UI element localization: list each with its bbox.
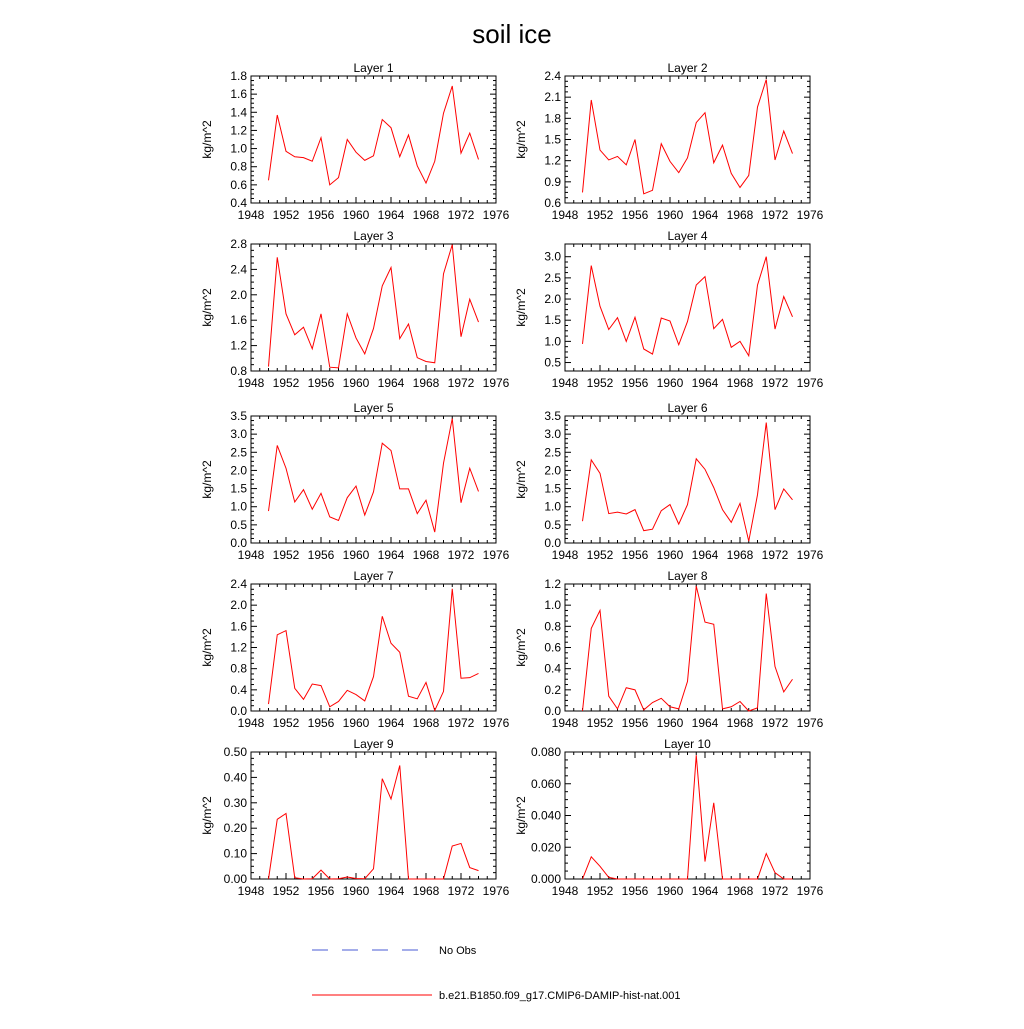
x-tick-label: 1968 xyxy=(726,208,754,222)
x-tick-label: 1972 xyxy=(761,884,789,898)
y-tick-label: 3.0 xyxy=(544,249,561,264)
y-tick-label: 1.8 xyxy=(230,69,247,83)
x-tick-label: 1952 xyxy=(272,548,300,562)
x-tick-label: 1968 xyxy=(412,548,440,562)
x-tick-label: 1964 xyxy=(377,548,405,562)
y-tick-label: 2.4 xyxy=(544,69,561,83)
y-tick-label: 2.1 xyxy=(544,90,561,105)
x-tick-label: 1948 xyxy=(551,884,579,898)
y-tick-label: 1.6 xyxy=(230,313,247,328)
x-tick-label: 1976 xyxy=(482,548,510,562)
chart-panel-layer-5 xyxy=(200,401,510,562)
x-tick-label: 1956 xyxy=(621,548,649,562)
x-tick-label: 1972 xyxy=(761,716,789,730)
y-tick-label: 3.0 xyxy=(230,427,247,442)
x-tick-label: 1948 xyxy=(237,376,265,390)
figure-title: soil ice xyxy=(472,19,552,49)
x-tick-label: 1948 xyxy=(551,548,579,562)
y-axis-label: kg/m^2 xyxy=(200,796,214,835)
x-tick-label: 1972 xyxy=(447,208,475,222)
x-tick-label: 1956 xyxy=(621,716,649,730)
y-tick-label: 0.020 xyxy=(530,840,561,855)
x-tick-label: 1968 xyxy=(412,376,440,390)
y-axis-label: kg/m^2 xyxy=(514,460,528,499)
plot-frame xyxy=(565,244,810,371)
y-axis-label: kg/m^2 xyxy=(200,120,214,159)
y-tick-label: 1.5 xyxy=(230,481,247,496)
y-tick-label: 0.5 xyxy=(544,355,561,370)
x-tick-label: 1972 xyxy=(447,548,475,562)
x-tick-label: 1960 xyxy=(342,548,370,562)
y-tick-label: 0.4 xyxy=(230,682,247,697)
y-tick-label: 0.2 xyxy=(544,682,561,697)
y-tick-label: 0.0 xyxy=(544,704,561,718)
y-tick-label: 1.5 xyxy=(544,481,561,496)
legend-label-model: b.e21.B1850.f09_g17.CMIP6-DAMIP-hist-nat.001 xyxy=(439,990,681,1002)
x-tick-label: 1960 xyxy=(656,376,684,390)
y-tick-label: 1.2 xyxy=(230,123,247,138)
y-tick-label: 1.5 xyxy=(544,132,561,147)
series-line xyxy=(583,257,793,356)
x-tick-label: 1964 xyxy=(377,376,405,390)
x-tick-label: 1960 xyxy=(342,716,370,730)
panel-title: Layer 7 xyxy=(353,569,394,583)
y-tick-label: 0.8 xyxy=(230,661,247,676)
x-tick-label: 1956 xyxy=(307,716,335,730)
x-tick-label: 1952 xyxy=(272,208,300,222)
y-tick-label: 1.4 xyxy=(230,105,247,120)
y-tick-label: 2.5 xyxy=(544,445,561,460)
x-tick-label: 1960 xyxy=(342,376,370,390)
x-tick-label: 1948 xyxy=(551,376,579,390)
x-tick-label: 1964 xyxy=(691,716,719,730)
x-tick-label: 1952 xyxy=(272,716,300,730)
x-tick-label: 1960 xyxy=(342,208,370,222)
x-tick-label: 1968 xyxy=(726,884,754,898)
y-tick-label: 0.0 xyxy=(230,536,247,550)
chart-panels xyxy=(200,61,824,898)
x-tick-label: 1952 xyxy=(272,884,300,898)
series-line xyxy=(583,586,793,711)
y-tick-label: 0.8 xyxy=(544,619,561,634)
chart-panel-layer-9 xyxy=(200,737,510,898)
x-tick-label: 1964 xyxy=(691,376,719,390)
x-tick-label: 1976 xyxy=(482,208,510,222)
plot-frame xyxy=(251,584,496,711)
y-tick-label: 0.4 xyxy=(544,661,561,676)
x-tick-label: 1968 xyxy=(412,716,440,730)
x-tick-label: 1968 xyxy=(412,208,440,222)
chart-panel-layer-1 xyxy=(200,61,510,222)
x-tick-label: 1960 xyxy=(656,884,684,898)
series-line xyxy=(269,765,479,879)
legend xyxy=(312,945,681,1002)
y-axis-label: kg/m^2 xyxy=(514,120,528,159)
chart-panel-layer-10 xyxy=(514,737,824,898)
x-tick-label: 1964 xyxy=(377,208,405,222)
x-tick-label: 1964 xyxy=(377,884,405,898)
y-tick-label: 1.2 xyxy=(230,338,247,353)
y-axis-label: kg/m^2 xyxy=(514,796,528,835)
x-tick-label: 1964 xyxy=(691,548,719,562)
y-tick-label: 1.6 xyxy=(230,87,247,102)
x-tick-label: 1948 xyxy=(551,716,579,730)
x-tick-label: 1972 xyxy=(761,376,789,390)
y-tick-label: 1.0 xyxy=(230,141,247,156)
x-tick-label: 1976 xyxy=(796,208,824,222)
y-tick-label: 1.6 xyxy=(230,619,247,634)
y-tick-label: 3.5 xyxy=(544,409,561,423)
series-line xyxy=(583,80,793,194)
y-tick-label: 0.9 xyxy=(544,174,561,189)
y-tick-label: 1.2 xyxy=(230,640,247,655)
y-tick-label: 1.0 xyxy=(544,598,561,613)
x-tick-label: 1964 xyxy=(377,716,405,730)
plot-frame xyxy=(565,752,810,879)
x-tick-label: 1948 xyxy=(237,716,265,730)
y-tick-label: 0.0 xyxy=(230,704,247,718)
y-axis-label: kg/m^2 xyxy=(200,288,214,327)
chart-panel-layer-2 xyxy=(514,61,824,222)
panel-title: Layer 4 xyxy=(667,229,708,243)
x-tick-label: 1976 xyxy=(482,884,510,898)
y-tick-label: 2.5 xyxy=(544,270,561,285)
y-tick-label: 0.060 xyxy=(530,776,561,791)
y-tick-label: 0.30 xyxy=(223,795,247,810)
x-tick-label: 1976 xyxy=(482,716,510,730)
x-tick-label: 1976 xyxy=(796,884,824,898)
y-tick-label: 1.8 xyxy=(544,111,561,126)
y-tick-label: 1.0 xyxy=(544,334,561,349)
chart-panel-layer-7 xyxy=(200,569,510,730)
x-tick-label: 1956 xyxy=(307,548,335,562)
x-tick-label: 1964 xyxy=(691,884,719,898)
x-tick-label: 1960 xyxy=(656,548,684,562)
y-axis-label: kg/m^2 xyxy=(200,628,214,667)
y-tick-label: 3.0 xyxy=(544,427,561,442)
x-tick-label: 1960 xyxy=(342,884,370,898)
x-tick-label: 1952 xyxy=(586,208,614,222)
y-tick-label: 0.6 xyxy=(544,640,561,655)
x-tick-label: 1968 xyxy=(726,376,754,390)
y-tick-label: 1.5 xyxy=(544,313,561,328)
x-tick-label: 1948 xyxy=(551,208,579,222)
series-line xyxy=(269,245,479,368)
y-tick-label: 2.8 xyxy=(230,237,247,251)
x-tick-label: 1964 xyxy=(691,208,719,222)
y-axis-label: kg/m^2 xyxy=(200,460,214,499)
x-tick-label: 1956 xyxy=(621,884,649,898)
x-tick-label: 1952 xyxy=(272,376,300,390)
y-tick-label: 2.4 xyxy=(230,262,247,277)
y-tick-label: 0.0 xyxy=(544,536,561,550)
x-tick-label: 1952 xyxy=(586,548,614,562)
series-line xyxy=(269,86,479,185)
x-tick-label: 1956 xyxy=(621,208,649,222)
x-tick-label: 1956 xyxy=(307,376,335,390)
x-tick-label: 1976 xyxy=(796,716,824,730)
series-line xyxy=(269,419,479,533)
x-tick-label: 1976 xyxy=(796,376,824,390)
chart-panel-layer-6 xyxy=(514,401,824,562)
plot-frame xyxy=(251,244,496,371)
y-tick-label: 2.4 xyxy=(230,577,247,591)
panel-title: Layer 2 xyxy=(667,61,708,75)
plot-frame xyxy=(251,416,496,543)
x-tick-label: 1948 xyxy=(237,548,265,562)
y-tick-label: 2.0 xyxy=(544,292,561,307)
panel-title: Layer 5 xyxy=(353,401,394,415)
panel-title: Layer 8 xyxy=(667,569,708,583)
x-tick-label: 1952 xyxy=(586,376,614,390)
y-tick-label: 0.5 xyxy=(230,517,247,532)
y-tick-label: 0.000 xyxy=(530,872,561,886)
x-tick-label: 1972 xyxy=(447,376,475,390)
x-tick-label: 1976 xyxy=(482,376,510,390)
panel-title: Layer 1 xyxy=(353,61,394,75)
x-tick-label: 1960 xyxy=(656,208,684,222)
x-tick-label: 1952 xyxy=(586,716,614,730)
y-tick-label: 2.0 xyxy=(230,598,247,613)
chart-panel-layer-8 xyxy=(514,569,824,730)
x-tick-label: 1976 xyxy=(796,548,824,562)
y-tick-label: 0.4 xyxy=(230,196,247,210)
y-tick-label: 0.080 xyxy=(530,745,561,759)
y-tick-label: 2.5 xyxy=(230,445,247,460)
x-tick-label: 1972 xyxy=(761,548,789,562)
y-tick-label: 0.8 xyxy=(230,159,247,174)
panel-title: Layer 10 xyxy=(664,737,711,751)
x-tick-label: 1972 xyxy=(447,884,475,898)
legend-label-no-obs: No Obs xyxy=(439,945,477,957)
y-tick-label: 2.0 xyxy=(544,463,561,478)
y-tick-label: 0.5 xyxy=(544,517,561,532)
y-tick-label: 0.6 xyxy=(544,196,561,210)
plot-frame xyxy=(565,584,810,711)
x-tick-label: 1956 xyxy=(621,376,649,390)
x-tick-label: 1968 xyxy=(726,548,754,562)
series-line xyxy=(583,423,793,542)
x-tick-label: 1972 xyxy=(761,208,789,222)
y-tick-label: 2.0 xyxy=(230,287,247,302)
y-tick-label: 0.40 xyxy=(223,770,247,785)
x-tick-label: 1972 xyxy=(447,716,475,730)
x-tick-label: 1968 xyxy=(412,884,440,898)
y-tick-label: 0.040 xyxy=(530,808,561,823)
y-tick-label: 3.5 xyxy=(230,409,247,423)
x-tick-label: 1952 xyxy=(586,884,614,898)
y-tick-label: 1.0 xyxy=(544,499,561,514)
panel-title: Layer 9 xyxy=(353,737,394,751)
y-tick-label: 0.20 xyxy=(223,821,247,836)
series-line xyxy=(583,755,793,879)
y-axis-label: kg/m^2 xyxy=(514,628,528,667)
x-tick-label: 1948 xyxy=(237,884,265,898)
y-tick-label: 0.6 xyxy=(230,177,247,192)
chart-panel-layer-3 xyxy=(200,229,510,390)
y-tick-label: 0.00 xyxy=(223,872,247,886)
y-tick-label: 0.10 xyxy=(223,846,247,861)
x-tick-label: 1956 xyxy=(307,208,335,222)
y-tick-label: 1.2 xyxy=(544,153,561,168)
x-tick-label: 1968 xyxy=(726,716,754,730)
y-tick-label: 2.0 xyxy=(230,463,247,478)
panel-title: Layer 3 xyxy=(353,229,394,243)
panel-title: Layer 6 xyxy=(667,401,708,415)
series-line xyxy=(269,589,479,711)
y-tick-label: 1.2 xyxy=(544,577,561,591)
chart-panel-layer-4 xyxy=(514,229,824,390)
x-tick-label: 1960 xyxy=(656,716,684,730)
y-tick-label: 0.8 xyxy=(230,364,247,378)
y-axis-label: kg/m^2 xyxy=(514,288,528,327)
x-tick-label: 1948 xyxy=(237,208,265,222)
plot-frame xyxy=(251,752,496,879)
y-tick-label: 0.50 xyxy=(223,745,247,759)
x-tick-label: 1956 xyxy=(307,884,335,898)
y-tick-label: 1.0 xyxy=(230,499,247,514)
